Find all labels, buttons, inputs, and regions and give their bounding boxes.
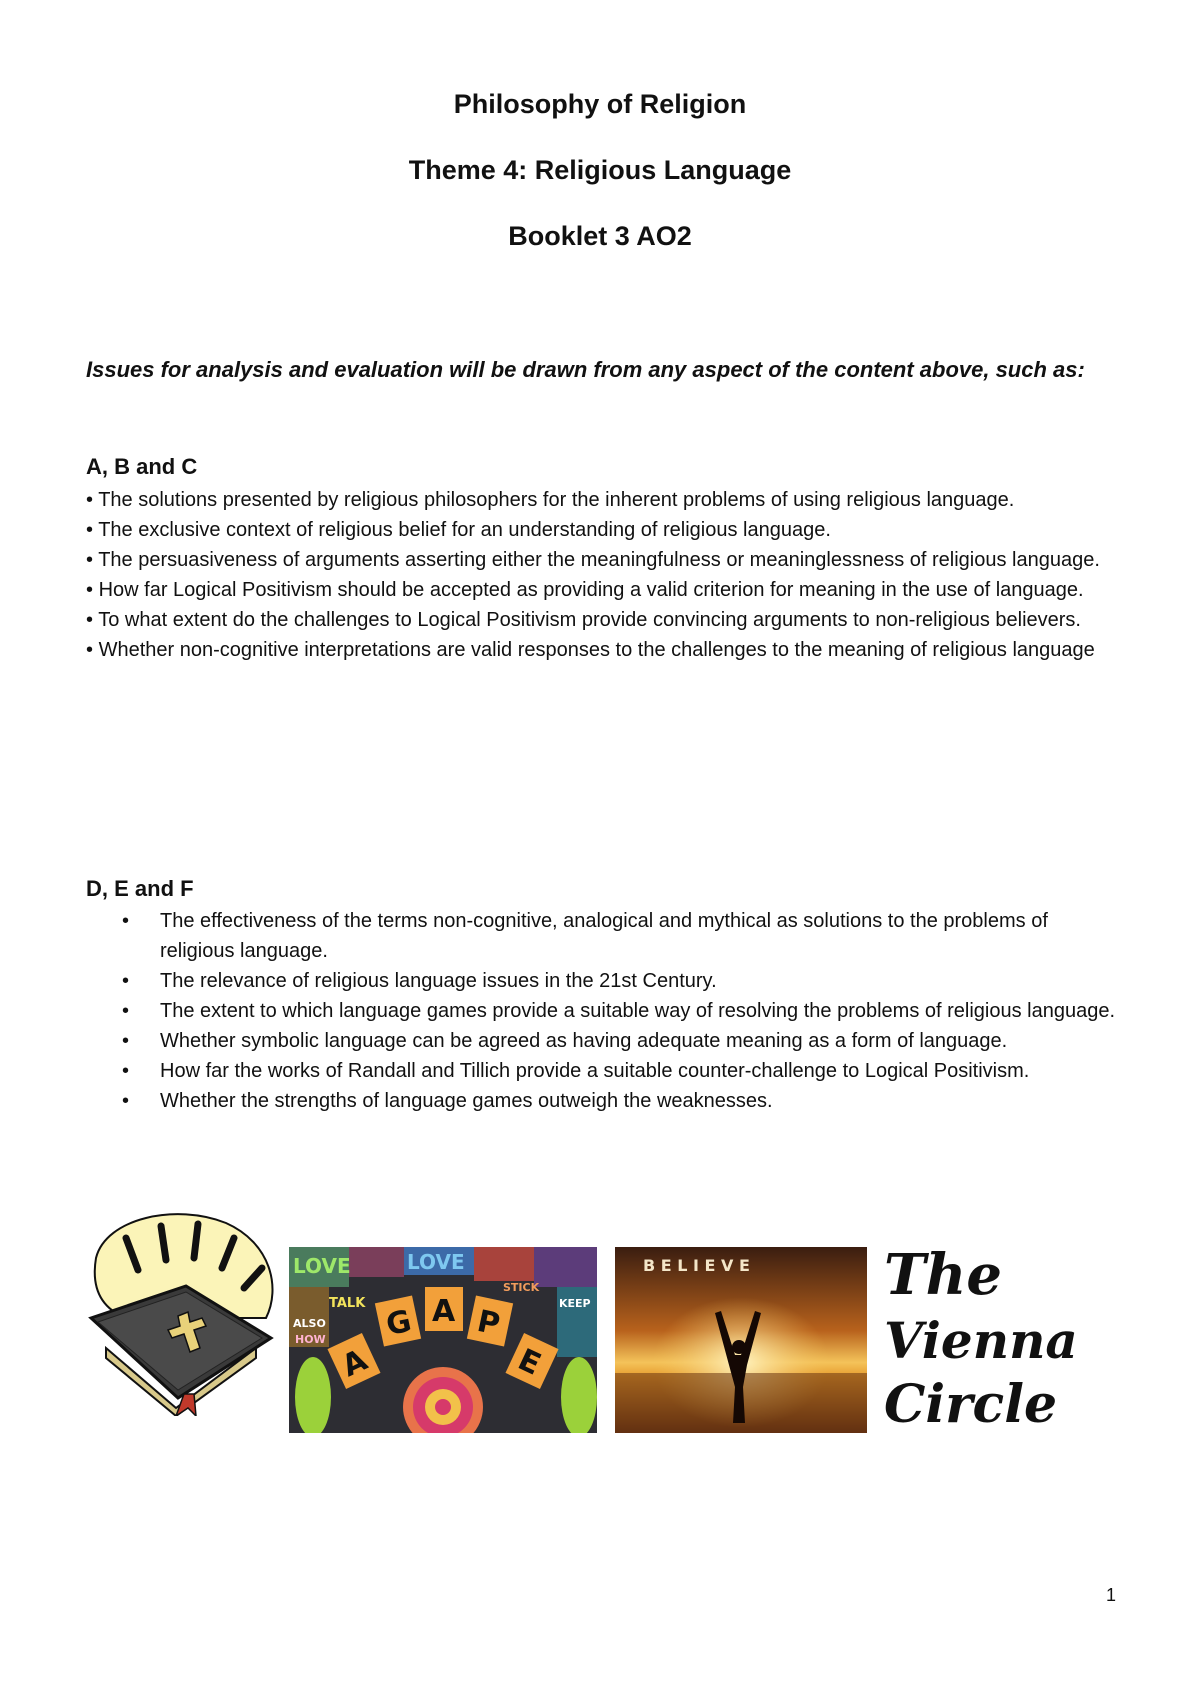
vienna-line-3: Circle: [884, 1374, 1058, 1435]
bullet-icon: •: [122, 1060, 130, 1082]
list-item: [86, 635, 1126, 665]
bullet-icon: •: [86, 489, 94, 511]
agape-word-1: LOVE: [293, 1254, 351, 1278]
list-item: [86, 605, 1126, 635]
agape-image: [289, 1247, 597, 1433]
vienna-circle-logo-icon: [878, 1236, 1128, 1436]
list-item: [86, 485, 1126, 515]
theme-title: Theme 4: Religious Language: [408, 155, 792, 185]
list-item: [86, 966, 1116, 996]
agape-collage-icon: [289, 1247, 597, 1433]
agape-word-7: KEEP: [559, 1297, 591, 1310]
bullet-icon: •: [122, 1000, 130, 1022]
list-item-text: How far Logical Positivism should be accepted as providing a valid criterion for meaning in the use of language.: [98, 579, 1084, 601]
bible-icon: [86, 1198, 286, 1416]
agape-word-6: HOW: [295, 1333, 326, 1346]
list-item: [86, 545, 1126, 575]
list-item: [86, 575, 1126, 605]
list-item: [86, 906, 1116, 966]
believe-sunset-icon: [615, 1247, 867, 1433]
agape-word-5: ALSO: [293, 1317, 326, 1330]
bullet-icon: •: [86, 519, 94, 541]
bullet-icon: •: [122, 1030, 130, 1052]
agape-word-4: STICK: [503, 1281, 540, 1294]
bullet-icon: •: [122, 910, 130, 932]
list-item-text: The relevance of religious language issues in the 21st Century.: [160, 970, 717, 992]
vienna-line-1: The: [884, 1242, 1003, 1308]
list-item-text: The solutions presented by religious philosophers for the inherent problems of using religious language.: [98, 489, 1015, 511]
list-item: [86, 1056, 1116, 1086]
list-item: [86, 1026, 1116, 1056]
bullet-icon: •: [122, 1090, 130, 1112]
agape-letter-e: E: [512, 1342, 547, 1383]
bible-image: [86, 1198, 286, 1416]
section-heading-def: D, E and F: [86, 876, 194, 901]
document-title: Philosophy of Religion: [453, 89, 747, 119]
page-number: 1: [1106, 1585, 1117, 1605]
vienna-circle-image: [878, 1236, 1128, 1436]
believe-image: [615, 1247, 867, 1433]
bullet-icon: •: [86, 579, 94, 601]
list-item: [86, 515, 1126, 545]
intro-text: Issues for analysis and evaluation will be drawn from any aspect of the content above, such as:: [86, 357, 1085, 382]
agape-letter-a2: A: [432, 1294, 456, 1329]
bullet-icon: •: [86, 639, 94, 661]
list-item-text: Whether non-cognitive interpretations are valid responses to the challenges to the meaning of religious language: [98, 639, 1095, 661]
list-item: [86, 996, 1116, 1026]
agape-letter-a1: A: [336, 1342, 373, 1385]
section-heading-abc: A, B and C: [86, 454, 198, 479]
section-list-abc: [86, 485, 1126, 665]
list-item-text: Whether symbolic language can be agreed as having adequate meaning as a form of language.: [160, 1030, 1008, 1052]
agape-word-3: LOVE: [407, 1250, 465, 1274]
list-item-text: The exclusive context of religious belief for an understanding of religious language.: [98, 519, 831, 541]
list-item-text: To what extent do the challenges to Logical Positivism provide convincing arguments to non-religious believers.: [98, 609, 1081, 631]
list-item: [86, 1086, 1116, 1116]
agape-letter-g: G: [383, 1303, 415, 1344]
section-list-def: [86, 906, 1116, 1116]
believe-text: B E L I E V E: [643, 1256, 750, 1275]
agape-letter-p: P: [474, 1303, 503, 1343]
vienna-line-2: Vienna: [884, 1311, 1078, 1370]
booklet-title: Booklet 3 AO2: [508, 221, 692, 251]
list-item-text: The extent to which language games provide a suitable way of resolving the problems of religious language.: [160, 1000, 1116, 1022]
list-item-text: The persuasiveness of arguments asserting either the meaningfulness or meaninglessness of religious language.: [98, 549, 1100, 571]
bullet-icon: •: [86, 609, 94, 631]
agape-word-2: TALK: [329, 1296, 366, 1311]
list-item-text: Whether the strengths of language games outweigh the weaknesses.: [160, 1090, 773, 1112]
bullet-icon: •: [86, 549, 94, 571]
list-item-text: How far the works of Randall and Tillich provide a suitable counter-challenge to Logical Positivism.: [160, 1060, 1030, 1082]
bullet-icon: •: [122, 970, 130, 992]
list-item-text: The effectiveness of the terms non-cognitive, analogical and mythical as solutions to the problems of religious language.: [160, 910, 1048, 962]
